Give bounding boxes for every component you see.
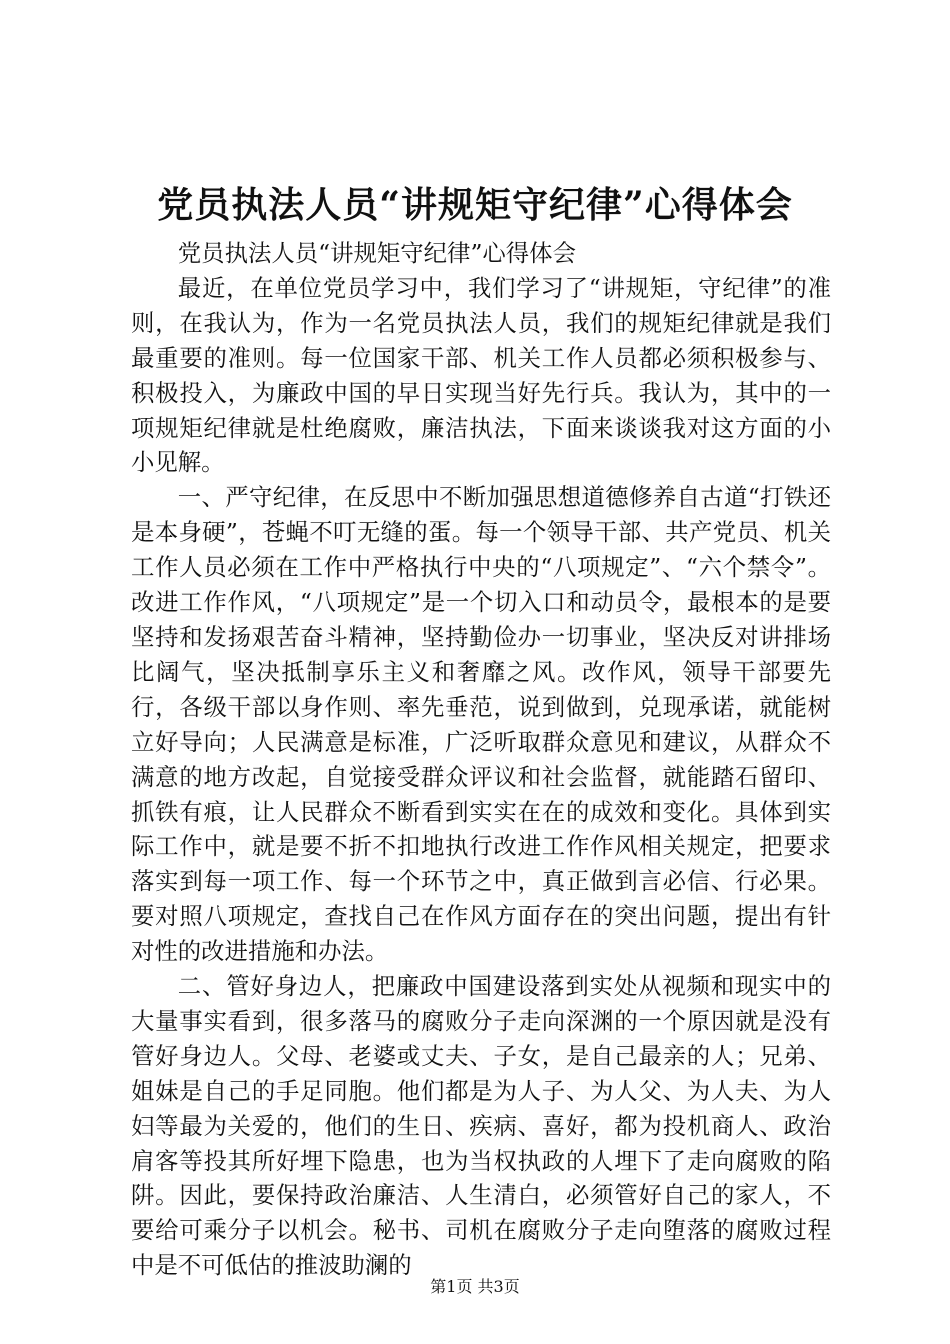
paragraph-section-one: 一、严守纪律，在反思中不断加强思想道德修养自古道“打铁还是本身硬”，苍蝇不叮无缝的蛋。每一个领导干部、共产党员、机关工作人员必须在工作中严格执行中央的“八项规定”、“六个禁令”。改进工作作风，“八项规定”是一个切入口和动员令，最根本的是要坚持和发扬艰苦奋斗精神，坚持勤俭办一切事业，坚决反对讲排场比阔气，坚决抵制享乐主义和奢靡之风。改作风，领导干部要先行，各级干部以身作则、率先垂范，说到做到，兑现承诺，就能树立好导向；人民满意是标准，广泛听取群众意见和建议，从群众不满意的地方改起，自觉接受群众评议和社会监督，就能踏石留印、抓铁有痕，让人民群众不断看到实实在在的成效和变化。具体到实际工作中，就是要不折不扣地执行改进工作作风相关规定，把要求落实到每一项工作、每一个环节之中，真正做到言必信、行必果。要对照八项规定，查找自己在作风方面存在的突出问题，提出有针对性的改进措施和办法。 <box>131 483 831 966</box>
document-subtitle: 党员执法人员“讲规矩守纪律”心得体会 <box>177 239 576 267</box>
document-title: 党员执法人员“讲规矩守纪律”心得体会 <box>157 184 793 226</box>
paragraph-intro: 最近，在单位党员学习中，我们学习了“讲规矩，守纪律”的准则，在我认为，作为一名党员执法人员，我们的规矩纪律就是我们最重要的准则。每一位国家干部、机关工作人员都必须积极参与、积极投入，为廉政中国的早日实现当好先行兵。我认为，其中的一项规矩纪律就是杜绝腐败，廉洁执法，下面来谈谈我对这方面的小小见解。 <box>131 273 831 477</box>
paragraph-section-two: 二、管好身边人，把廉政中国建设落到实处从视频和现实中的大量事实看到，很多落马的腐败分子走向深渊的一个原因就是没有管好身边人。父母、老婆或丈夫、子女，是自己最亲的人；兄弟、姐妹是自己的手足同胞。他们都是为人子、为人父、为人夫、为人妇等最为关爱的，他们的生日、疾病、喜好，都为投机商人、政治肩客等投其所好埋下隐患，也为当权执政的人埋下了走向腐败的陷阱。因此，要保持政治廉洁、人生清白，必须管好自己的家人，不要给可乘分子以机会。秘书、司机在腐败分子走向堕落的腐败过程中是不可低估的推波助澜的 <box>131 972 831 1280</box>
document-body <box>131 236 831 1283</box>
page-footer: 第1页 共3页 <box>430 1277 520 1296</box>
